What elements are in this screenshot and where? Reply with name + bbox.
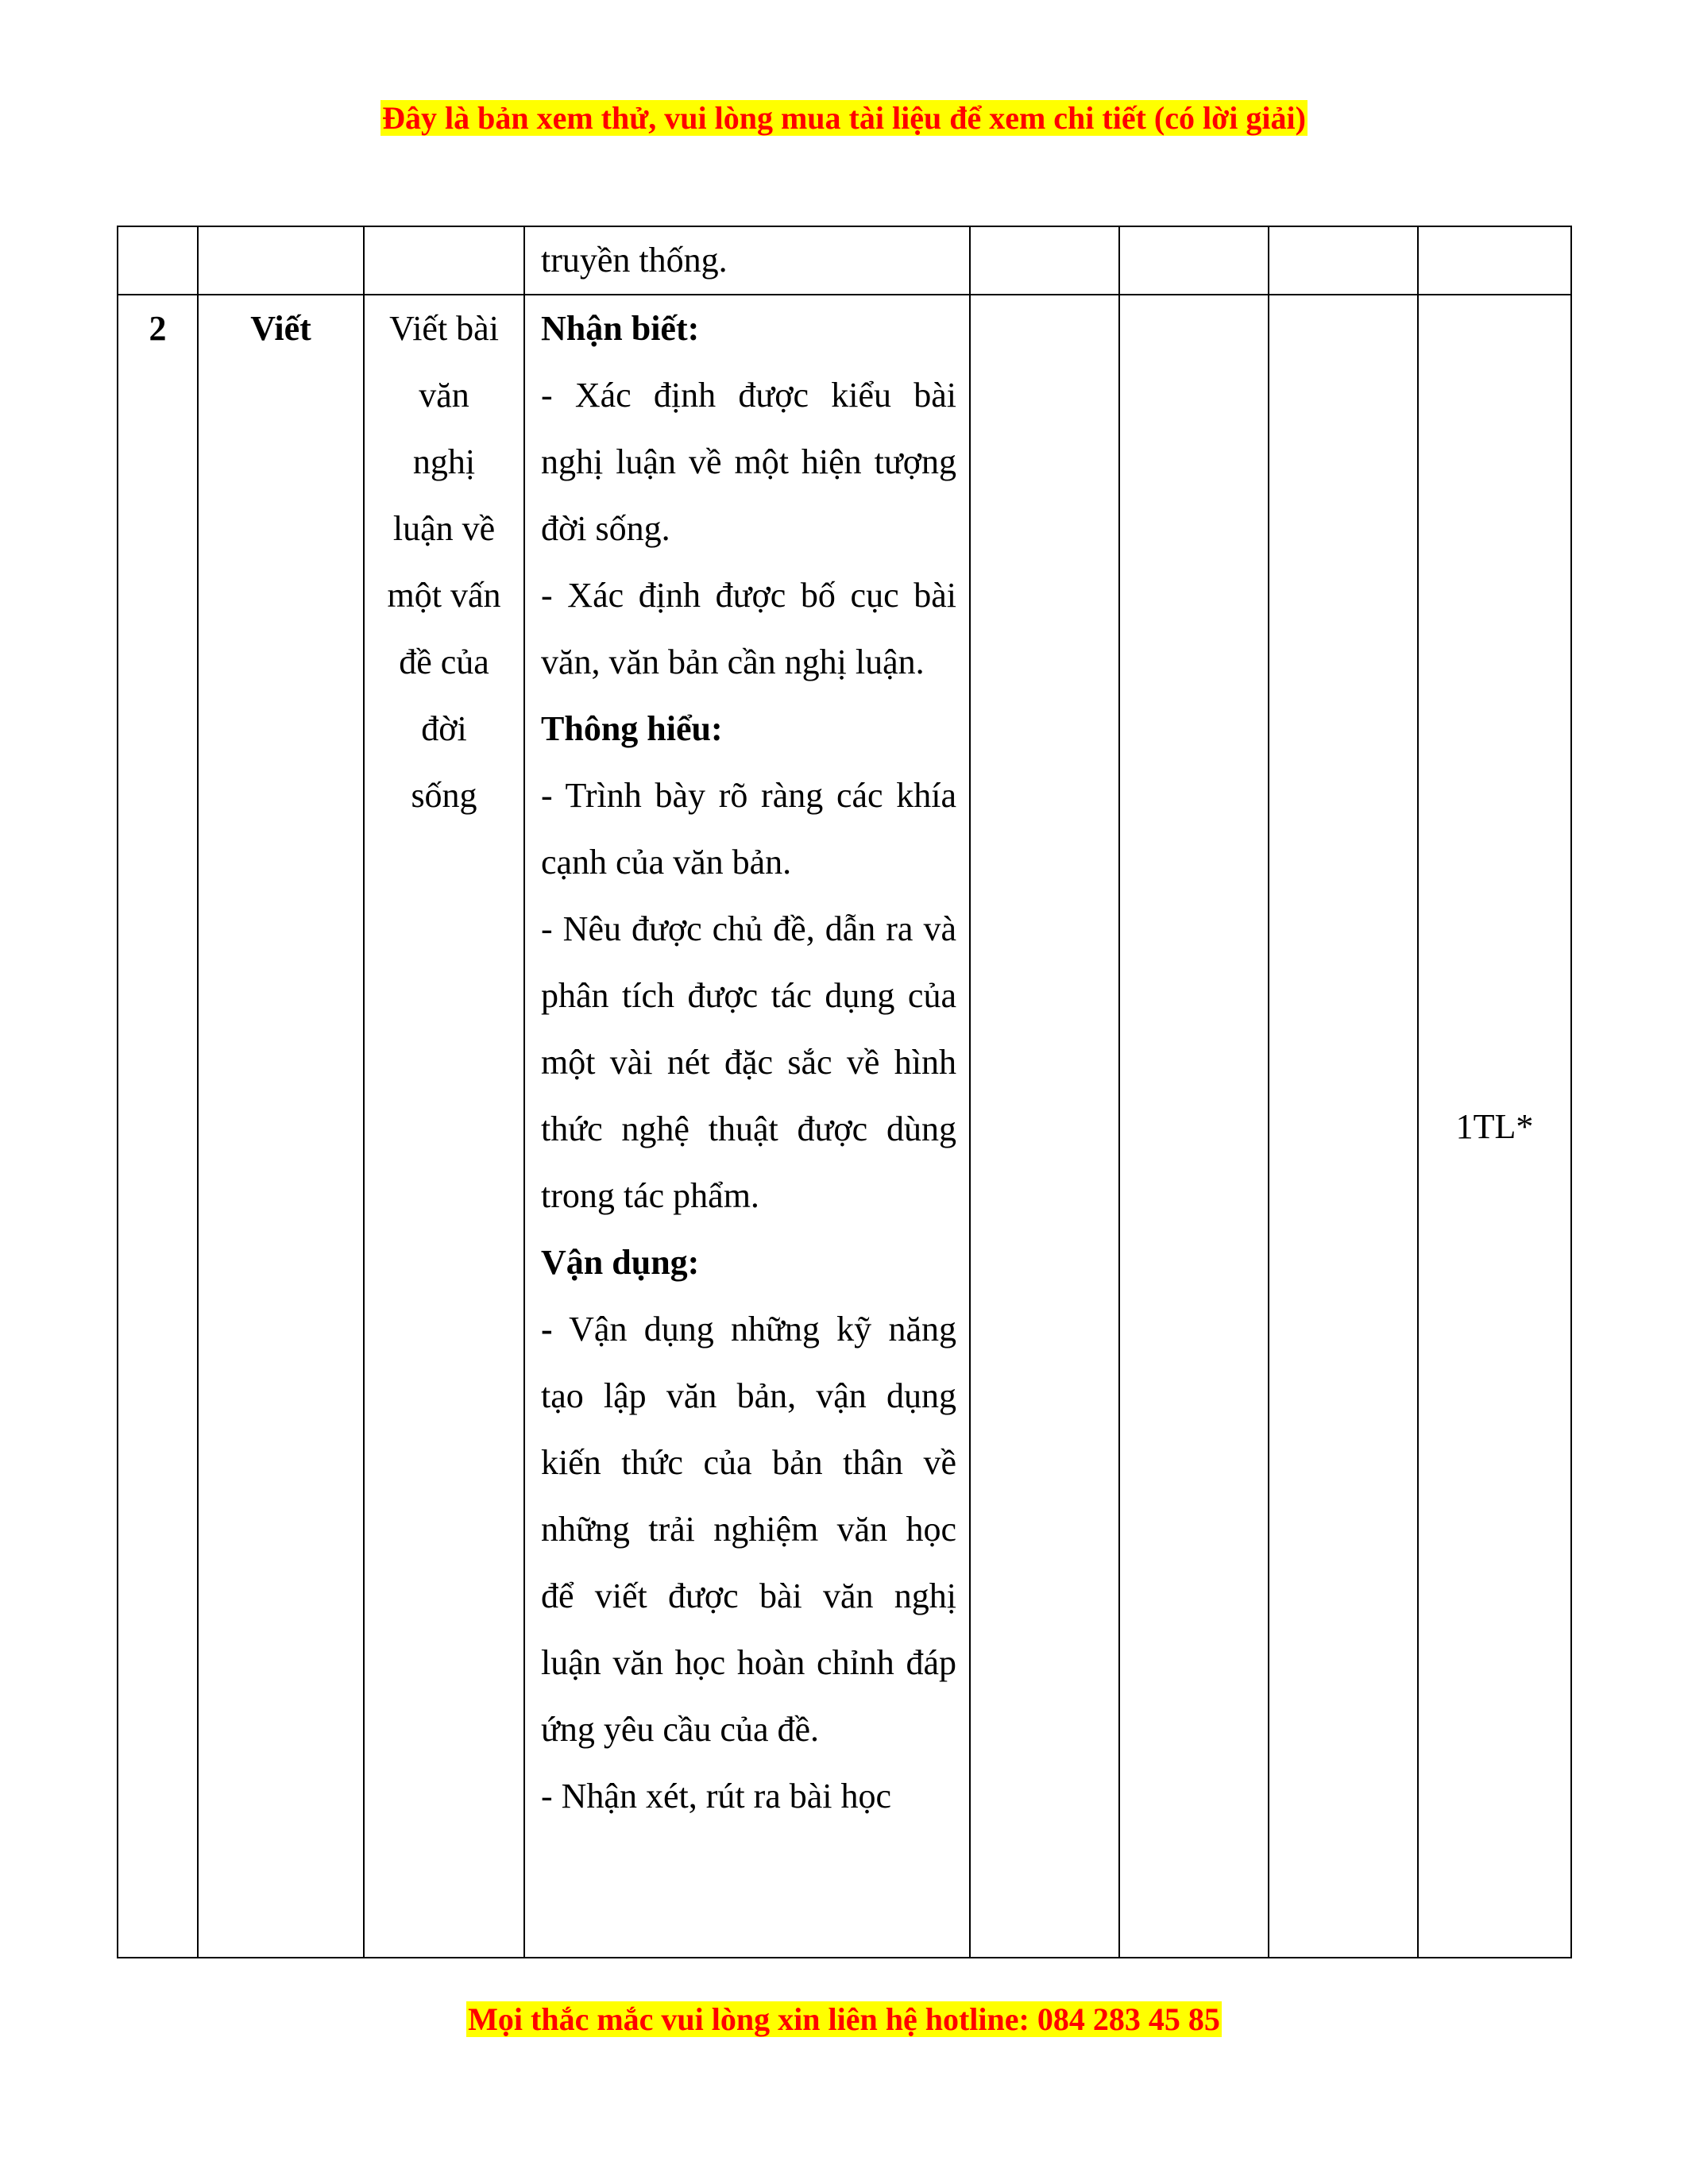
unit-line: đề của [399,642,489,681]
question-count: 1TL* [1455,1106,1534,1146]
cell-empty [364,226,524,295]
header-notice-text: Đây là bản xem thử, vui lòng mua tài liệu để xem chi tiết (có lời giải) [382,100,1306,136]
row-number: 2 [149,309,167,348]
apply-text: Vận dụng những kỹ năng tạo lập văn bản, vận dụng kiến thức của bản thân về những trải nghiệm văn học để viết được bài văn nghị luận văn học hoàn chỉnh đáp ứng yêu cầu của đề. [541,1310,956,1749]
footer-notice-text: Mọi thắc mắc vui lòng xin liên hệ hotline: 084 283 45 85 [468,2001,1220,2037]
cell-number [118,295,198,1958]
table-row [118,295,1571,1958]
apply-item [541,1296,956,1763]
footer-notice [0,2000,1688,2039]
cell-description [524,295,970,1958]
unit-line: sống [411,776,477,815]
cell-empty [1269,226,1418,295]
apply-item: - Nhận xét, rút ra bài học [541,1777,892,1815]
cell-empty [970,295,1119,1958]
apply-dash: - [541,1310,553,1349]
cell-unit [364,295,524,1958]
unit-line: văn [419,376,469,415]
unit-line: nghị [412,442,476,481]
cell-skill [198,295,364,1958]
recognize-item: - Xác định được bố cục bài văn, văn bản cần nghị luận. [541,576,956,681]
skill-label: Viết [250,309,311,348]
cell-empty [198,226,364,295]
recognize-item: - Xác định được kiểu bài nghị luận về một hiện tượng đời sống. [541,376,956,548]
unit-line: luận về [392,509,496,548]
cell-empty [1418,226,1571,295]
cell-empty [1119,226,1269,295]
header-notice [0,98,1688,138]
continued-text: truyền thống. [541,241,728,280]
unit-line: đời [421,709,467,748]
understand-heading: Thông hiểu: [541,709,723,748]
cell-question-count [1418,295,1571,1958]
cell-empty [118,226,198,295]
matrix-table [117,226,1572,1958]
recognize-heading: Nhận biết: [541,309,700,348]
table-row-continued [118,226,1571,295]
apply-heading: Vận dụng: [541,1243,700,1282]
understand-item: - Trình bày rõ ràng các khía cạnh của văn bản. [541,776,956,882]
cell-empty [1119,295,1269,1958]
unit-line: một vấn [387,576,501,615]
unit-line: Viết bài [389,309,499,348]
understand-item: - Nêu được chủ đề, dẫn ra và phân tích được tác dụng của một vài nét đặc sắc về hình thức nghệ thuật được dùng trong tác phẩm. [541,909,956,1215]
cell-description-continued [524,226,970,295]
cell-empty [970,226,1119,295]
cell-empty [1269,295,1418,1958]
